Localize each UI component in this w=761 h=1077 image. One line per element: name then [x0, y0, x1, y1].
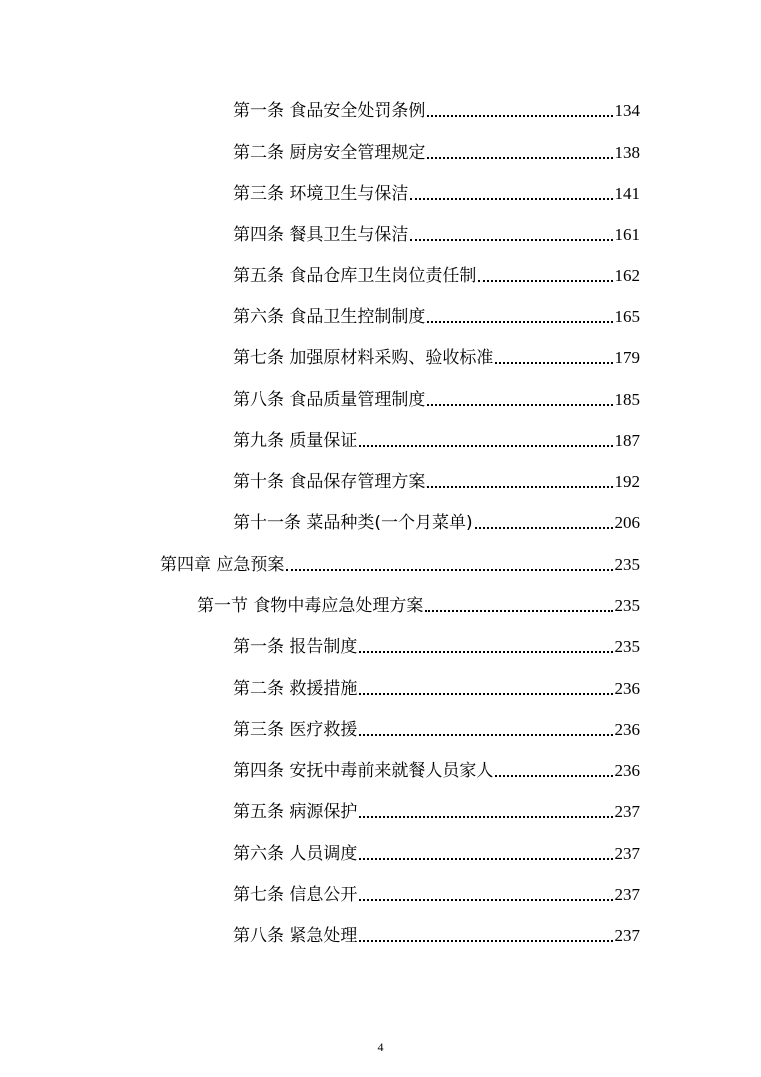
toc-entry-page: 179	[614, 348, 640, 367]
dot-leader	[427, 320, 612, 323]
dot-leader	[427, 403, 612, 406]
toc-entry-page: 237	[614, 885, 640, 904]
toc-entry[interactable]	[233, 795, 640, 823]
toc-entry-title: 第十一条 菜品种类(一个月菜单)	[233, 513, 473, 533]
toc-entry-page: 134	[614, 101, 640, 120]
dot-leader	[475, 526, 613, 529]
dot-leader	[359, 898, 612, 901]
toc-entry[interactable]	[233, 300, 640, 328]
dot-leader	[286, 568, 612, 571]
toc-entry-page: 237	[614, 844, 640, 863]
dot-leader	[410, 238, 612, 241]
toc-entry[interactable]	[233, 218, 640, 246]
dot-leader	[359, 939, 612, 942]
toc-entry-page: 192	[614, 472, 640, 491]
dot-leader	[495, 361, 612, 364]
toc-entry[interactable]	[233, 506, 640, 534]
toc-entry[interactable]	[233, 383, 640, 411]
toc-entry-page: 185	[614, 390, 640, 409]
toc-entry[interactable]	[233, 878, 640, 906]
dot-leader	[478, 279, 612, 282]
toc-entry-section[interactable]	[197, 589, 640, 617]
toc-entry-page: 237	[614, 926, 640, 945]
toc-entry-title: 第二条 厨房安全管理规定	[233, 143, 426, 163]
toc-entry[interactable]	[233, 94, 640, 122]
toc-entry-title: 第二条 救援措施	[233, 679, 358, 699]
toc-entry[interactable]	[233, 754, 640, 782]
dot-leader	[427, 485, 612, 488]
dot-leader	[359, 815, 612, 818]
toc-entry-title: 第六条 食品卫生控制制度	[233, 307, 426, 327]
toc-entry-title: 第四条 餐具卫生与保洁	[233, 225, 409, 245]
dot-leader	[359, 650, 612, 653]
toc-entry[interactable]	[233, 136, 640, 164]
dot-leader	[410, 197, 612, 200]
toc-entry-page: 236	[614, 761, 640, 780]
dot-leader	[359, 444, 612, 447]
toc-entry[interactable]	[233, 177, 640, 205]
toc-entry-page: 161	[614, 225, 640, 244]
toc-entry[interactable]	[233, 259, 640, 287]
toc-entry-page: 141	[614, 184, 640, 203]
dot-leader	[495, 774, 612, 777]
toc-entry-title: 第六条 人员调度	[233, 844, 358, 864]
dot-leader	[427, 114, 612, 117]
toc-entry-chapter[interactable]	[160, 548, 640, 576]
toc-entry[interactable]	[233, 465, 640, 493]
toc-entry-title: 第八条 食品质量管理制度	[233, 390, 426, 410]
dot-leader	[359, 857, 612, 860]
toc-entry[interactable]	[233, 424, 640, 452]
toc-entry-page: 236	[614, 679, 640, 698]
toc-entry-title: 第七条 信息公开	[233, 885, 358, 905]
toc-entry-title: 第五条 食品仓库卫生岗位责任制	[233, 266, 477, 286]
toc-entry[interactable]	[233, 837, 640, 865]
toc-entry[interactable]	[233, 672, 640, 700]
toc-entry-title: 第九条 质量保证	[233, 431, 358, 451]
toc-entry-page: 235	[614, 555, 640, 574]
toc-entry-title: 第一条 食品安全处罚条例	[233, 101, 426, 121]
toc-entry-title: 第一条 报告制度	[233, 637, 358, 657]
toc-entry[interactable]	[233, 341, 640, 369]
toc-entry[interactable]	[233, 919, 640, 947]
toc-entry-title: 第四章 应急预案	[160, 555, 285, 575]
toc-entry-title: 第五条 病源保护	[233, 802, 358, 822]
toc-entry-page: 138	[614, 143, 640, 162]
toc-entry-page: 187	[614, 431, 640, 450]
toc-entry-page: 162	[614, 266, 640, 285]
toc-entry-page: 235	[614, 637, 640, 656]
toc-entry-title: 第三条 环境卫生与保洁	[233, 184, 409, 204]
toc-entry-title: 第八条 紧急处理	[233, 926, 358, 946]
toc-entry[interactable]	[233, 630, 640, 658]
toc-entry-title: 第七条 加强原材料采购、验收标准	[233, 348, 494, 368]
page-number: 4	[377, 1040, 384, 1054]
toc-entry-title: 第一节 食物中毒应急处理方案	[197, 596, 424, 616]
dot-leader	[427, 156, 612, 159]
toc-entry-page: 237	[614, 802, 640, 821]
dot-leader	[359, 692, 612, 695]
toc-entry-title: 第四条 安抚中毒前来就餐人员家人	[233, 761, 494, 781]
toc-entry-page: 236	[614, 720, 640, 739]
dot-leader	[359, 733, 612, 736]
dot-leader	[425, 609, 612, 612]
toc-entry[interactable]	[233, 713, 640, 741]
toc-entry-page: 165	[614, 307, 640, 326]
toc-entry-title: 第三条 医疗救援	[233, 720, 358, 740]
toc-entry-title: 第十条 食品保存管理方案	[233, 472, 426, 492]
toc-entry-page: 206	[614, 513, 640, 532]
toc-entry-page: 235	[614, 596, 640, 615]
